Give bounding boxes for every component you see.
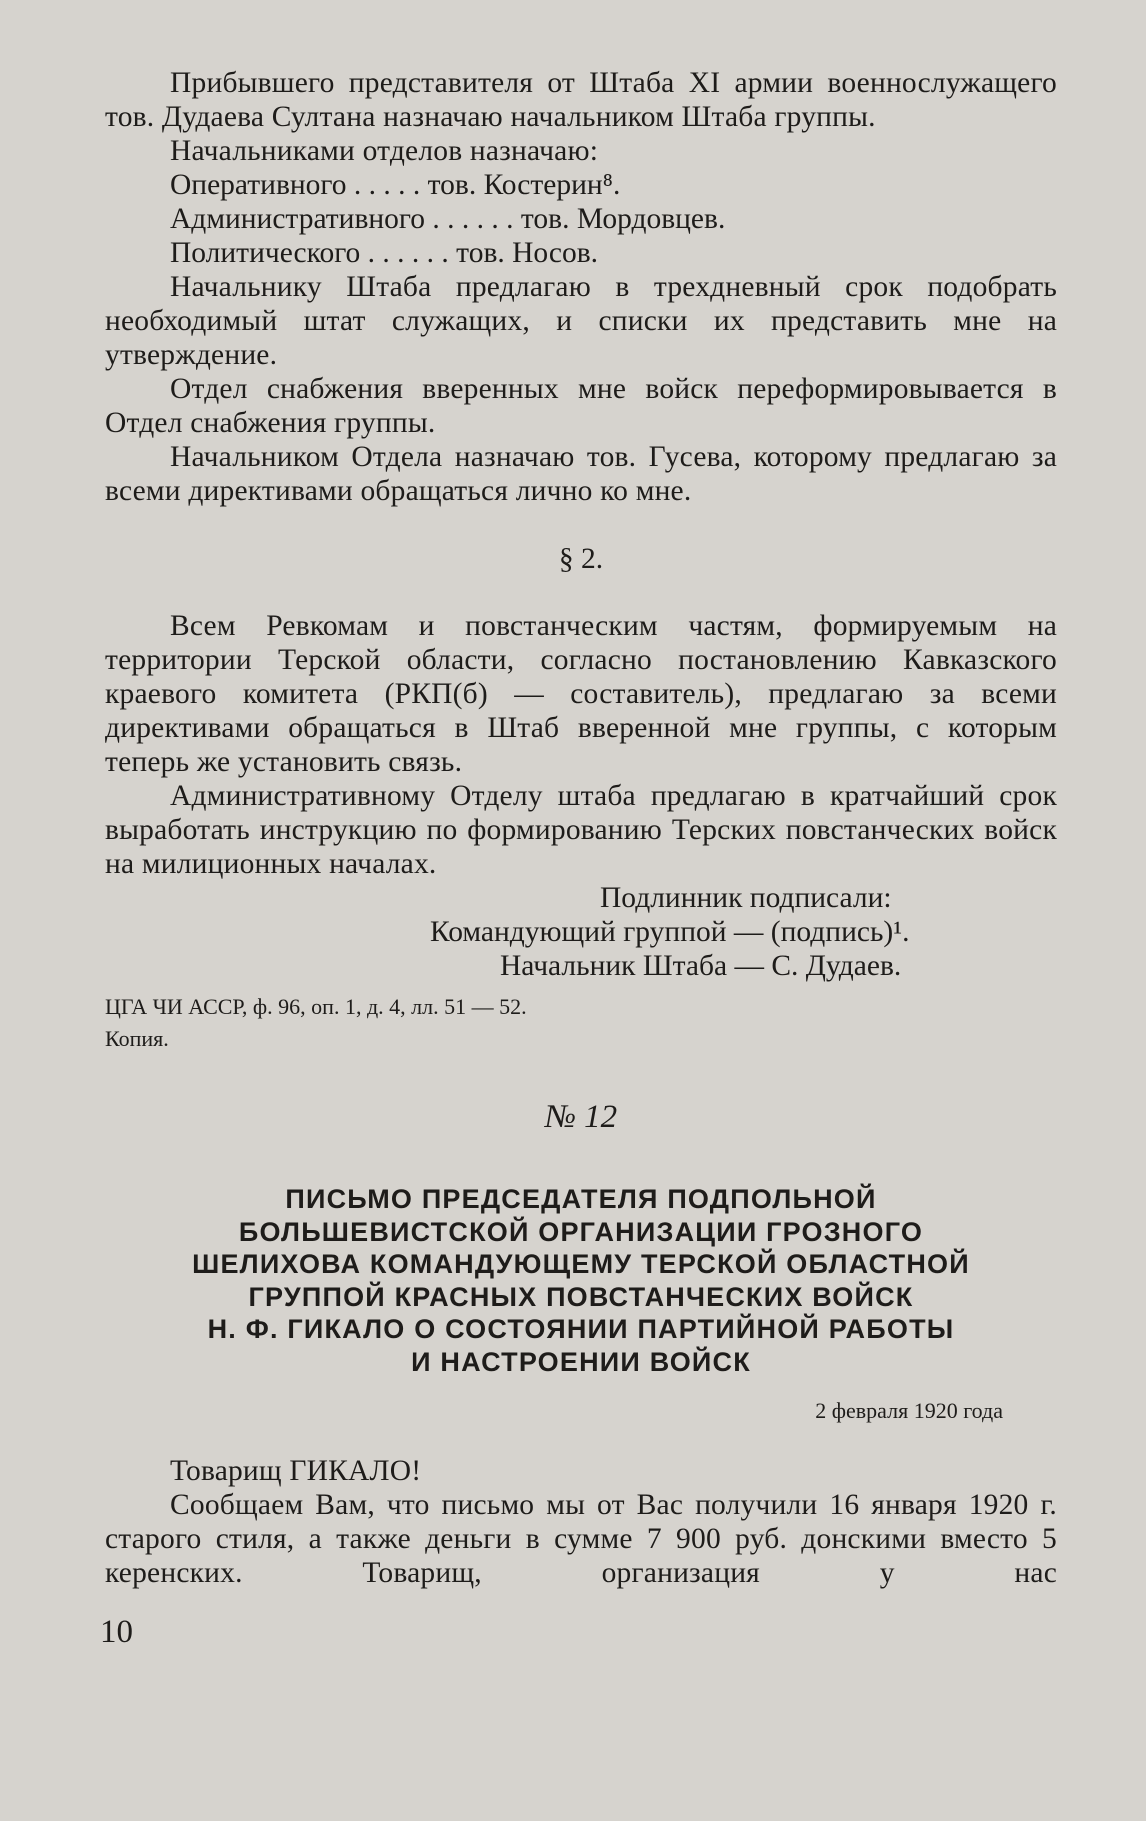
department-line: Административного . . . . . . тов. Мордовцев.	[170, 203, 726, 235]
title-line: И НАСТРОЕНИИ ВОЙСК	[411, 1346, 751, 1377]
paragraph: Всем Ревкомам и повстанческим частям, формируемым на территории Терской области, согласно постановлению Кавказского краевого комитета (РКП(б) — составитель), предлагаю за всеми директивами обращаться в Штаб вверенной мне группы, с которым теперь же установить связь.	[105, 610, 1057, 778]
section-mark: § 2.	[558, 543, 604, 575]
title-line: Н. Ф. ГИКАЛО О СОСТОЯНИИ ПАРТИЙНОЙ РАБОТЫ	[207, 1314, 955, 1344]
department-line: Оперативного . . . . . тов. Костерин⁸.	[170, 169, 621, 201]
title-line: ПИСЬМО ПРЕДСЕДАТЕЛЯ ПОДПОЛЬНОЙ	[285, 1184, 877, 1214]
salutation: Товарищ ГИКАЛО!	[170, 1455, 422, 1487]
paragraph: Начальниками отделов назначаю:	[170, 135, 599, 167]
archive-reference: ЦГА ЧИ АССР, ф. 96, оп. 1, д. 4, лл. 51 — 52.	[105, 994, 527, 1019]
paragraph: Отдел снабжения вверенных мне войск переформировывается в Отдел снабжения группы.	[105, 373, 1057, 439]
paragraph: Начальнику Штаба предлагаю в трехдневный срок подобрать необходимый штат служащих, и списки их представить мне на утверждение.	[105, 271, 1057, 371]
page-number: 10	[100, 1614, 133, 1650]
paragraph: Административному Отделу штаба предлагаю в кратчайший срок выработать инструкцию по формированию Терских повстанческих войск на милиционных началах.	[105, 780, 1057, 880]
document-title	[105, 1183, 1057, 1378]
paragraph: Начальником Отдела назначаю тов. Гусева, которому предлагаю за всеми директивами обращаться лично ко мне.	[105, 441, 1057, 507]
signature-commander: Командующий группой — (подпись)¹.	[430, 916, 910, 948]
title-line: ШЕЛИХОВА КОМАНДУЮЩЕМУ ТЕРСКОЙ ОБЛАСТНОЙ	[192, 1249, 970, 1279]
document-page	[105, 66, 1057, 1590]
title-line: БОЛЬШЕВИСТСКОЙ ОРГАНИЗАЦИИ ГРОЗНОГО	[238, 1216, 924, 1247]
signature-chief: Начальник Штаба — С. Дудаев.	[500, 950, 902, 982]
document-date: 2 февраля 1920 года	[815, 1398, 1003, 1423]
copy-note: Копия.	[105, 1026, 169, 1051]
document-number: № 12	[544, 1099, 618, 1135]
title-line: ГРУППОЙ КРАСНЫХ ПОВСТАНЧЕСКИХ ВОЙСК	[248, 1281, 914, 1312]
paragraph: Сообщаем Вам, что письмо мы от Вас получили 16 января 1920 г. старого стиля, а также деньги в сумме 7 900 руб. донскими вместо 5 керенских. Товарищ, организация у нас	[105, 1489, 1057, 1589]
signatures-heading: Подлинник подписали:	[600, 882, 892, 914]
department-line: Политического . . . . . . тов. Носов.	[170, 237, 599, 269]
paragraph: Прибывшего представителя от Штаба XI армии военнослужащего тов. Дудаева Султана назначаю начальником Штаба группы.	[105, 67, 1057, 133]
